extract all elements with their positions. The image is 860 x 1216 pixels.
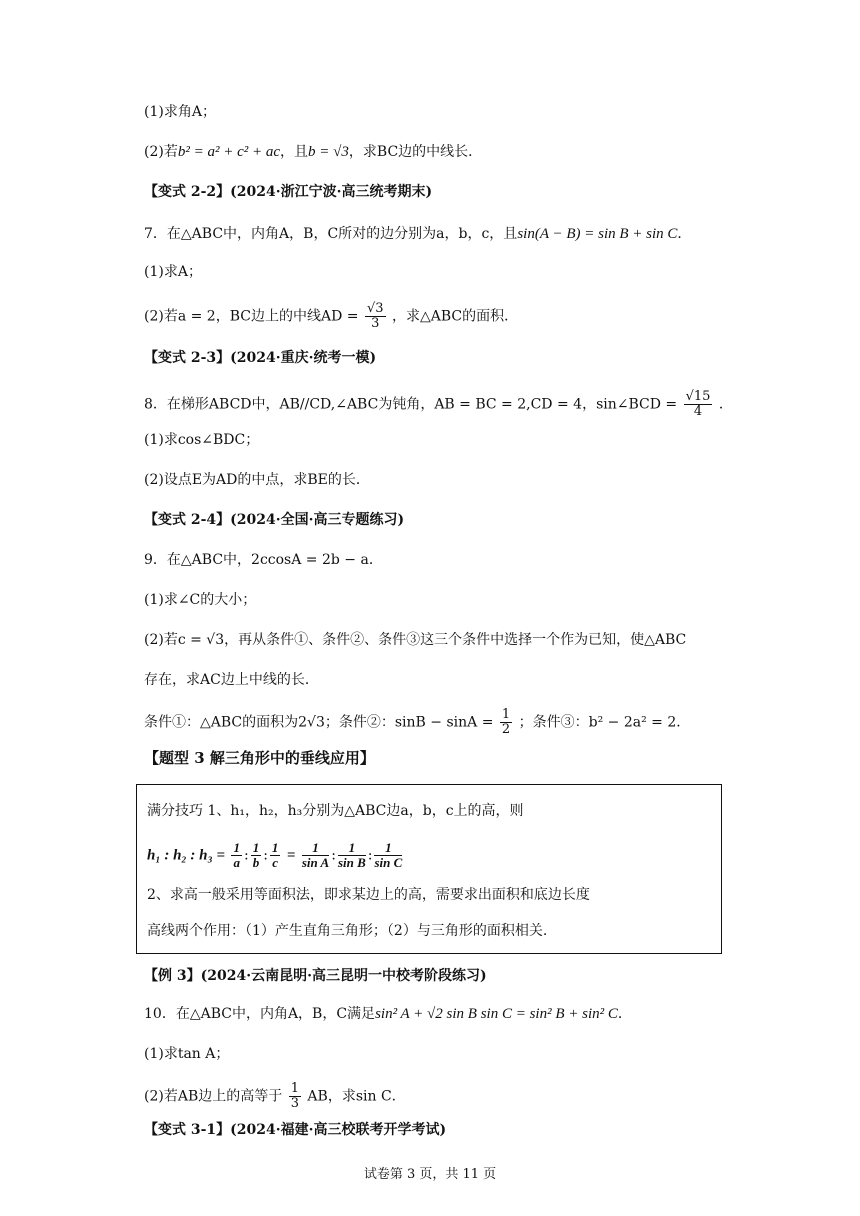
example-3-heading: 【例 3】(2024·云南昆明·高三昆明一中校考阶段练习) xyxy=(144,968,487,984)
q9-part2-cont: 存在，求AC边上中线的长． xyxy=(144,672,319,688)
q6-part2: (2)若b² = a² + c² + ac，且b = √3，求BC边的中线长． xyxy=(144,144,483,160)
q9-part2: (2)若c = √3，再从条件①、条件②、条件③这三个条件中选择一个作为已知，使△ABC xyxy=(144,632,687,648)
q7-stem: 7．在△ABC中，内角A，B，C所对的边分别为a，b，c，且sin(A − B) = sin B + sin C． xyxy=(144,226,692,242)
fraction: $\frac{1}{2}$ xyxy=(501,707,511,737)
variant-2-4-heading: 【变式 2-4】(2024·全国·高三专题练习) xyxy=(144,512,405,528)
tips-box xyxy=(136,784,722,954)
fraction: $\frac{1}{a}$ xyxy=(233,840,240,870)
tips-line-1: 满分技巧 1、h₁，h₂，h₃分别为△ABC边a，b，c上的高，则 xyxy=(147,803,524,819)
q8-stem: 8．在梯形ABCD中，AB//CD,∠ABC为钝角，AB = BC = 2,CD = 4，sin∠BCD = $\frac{√15}{4}$ ． xyxy=(144,389,733,419)
page-footer: 试卷第 3 页，共 11 页 xyxy=(363,1167,497,1182)
q7-part1: (1)求A； xyxy=(144,264,202,280)
fraction: $\frac{√15}{4}$ xyxy=(685,389,711,419)
tips-line-4: 高线两个作用：（1）产生直角三角形；（2）与三角形的面积相关. xyxy=(147,923,548,939)
q9-part1: (1)求∠C的大小； xyxy=(144,592,257,608)
q9-conditions: 条件①：△ABC的面积为2√3；条件②：sinB − sinA = $\frac{1}{2}$ ；条件③：b² − 2a² = 2． xyxy=(144,707,691,737)
q10-part2: (2)若AB边上的高等于 $\frac{1}{3}$ AB，求sin C． xyxy=(144,1081,406,1111)
fraction: $\frac{1}{\text{sin B}}$ xyxy=(337,840,366,870)
variant-2-3-heading: 【变式 2-3】(2024·重庆·统考一模) xyxy=(144,350,377,366)
fraction: $\frac{√3}{3}$ xyxy=(366,301,384,331)
q6-part1: (1)求角A； xyxy=(144,104,216,120)
fraction: $\frac{1}{b}$ xyxy=(252,840,260,870)
section-title-type-3: 【题型 3 解三角形中的垂线应用】 xyxy=(144,749,375,767)
q10-part1: (1)求tan A； xyxy=(144,1046,230,1062)
tips-formula: h₁ : h₂ : h₃ = $\frac{1}{a}$ : $\frac{1}{b}$ : $\frac{1}{c}$ = $\frac{1}{\text{sin A}}$ : $\frac{1}{\text{sin B}}$ : $\frac{1}{\text{sin C}}$ xyxy=(147,840,403,870)
fraction: $\frac{1}{c}$ xyxy=(271,840,279,870)
tips-line-3: 2、求高一般采用等面积法，即求某边上的高，需要求出面积和底边长度 xyxy=(147,887,590,903)
q8-part2: (2)设点E为AD的中点，求BE的长． xyxy=(144,472,370,488)
q10-stem: 10．在△ABC中，内角A，B，C满足sin² A + √2 sin B sin C = sin² B + sin² C． xyxy=(144,1006,632,1022)
fraction: $\frac{1}{\text{sin C}}$ xyxy=(374,840,403,870)
q7-part2: (2)若a = 2，BC边上的中线AD = $\frac{√3}{3}$ ，求△ABC的面积． xyxy=(144,301,519,331)
q9-stem: 9．在△ABC中，2ccosA = 2b − a． xyxy=(144,552,383,568)
variant-2-2-heading: 【变式 2-2】(2024·浙江宁波·高三统考期末) xyxy=(144,184,433,200)
q8-part1: (1)求cos∠BDC； xyxy=(144,432,260,448)
fraction: $\frac{1}{3}$ xyxy=(290,1081,299,1111)
variant-3-1-heading: 【变式 3-1】(2024·福建·高三校联考开学考试) xyxy=(144,1122,447,1138)
fraction: $\frac{1}{\text{sin A}}$ xyxy=(301,840,330,870)
